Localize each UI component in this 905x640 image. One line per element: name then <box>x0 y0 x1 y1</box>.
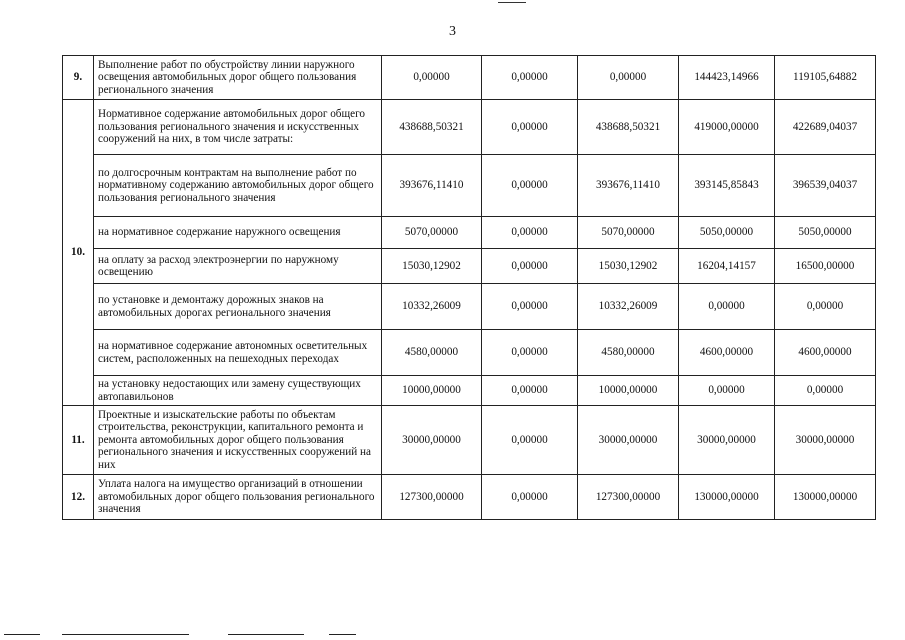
value-cell: 0,00000 <box>775 376 876 406</box>
value-cell: 422689,04037 <box>775 100 876 155</box>
row-description: Нормативное содержание автомобильных дорог общего пользования регионального значения и искусственных сооружений на них, в том числе затраты: <box>94 100 382 155</box>
table-row <box>63 376 876 406</box>
value-cell: 15030,12902 <box>382 249 482 284</box>
row-description: Уплата налога на имущество организаций в отношении автомобильных дорог общего пользования регионального значения <box>94 475 382 520</box>
value-cell: 127300,00000 <box>578 475 679 520</box>
row-number: 9. <box>63 56 94 100</box>
table-row <box>63 155 876 217</box>
table-row <box>63 56 876 100</box>
value-cell: 0,00000 <box>382 56 482 100</box>
table-row <box>63 284 876 330</box>
table-row <box>63 330 876 376</box>
value-cell: 130000,00000 <box>679 475 775 520</box>
value-cell: 0,00000 <box>482 100 578 155</box>
value-cell: 0,00000 <box>482 376 578 406</box>
row-description: по долгосрочным контрактам на выполнение работ по нормативному содержанию автомобильных дорог общего пользования регионального значения <box>94 155 382 217</box>
top-edge-mark <box>498 0 526 3</box>
value-cell: 30000,00000 <box>679 406 775 475</box>
table-row <box>63 100 876 155</box>
row-description: на нормативное содержание автономных осветительных систем, расположенных на пешеходных переходах <box>94 330 382 376</box>
value-cell: 4600,00000 <box>679 330 775 376</box>
footer-rule <box>4 634 40 635</box>
value-cell: 144423,14966 <box>679 56 775 100</box>
footer-rule <box>62 634 189 635</box>
value-cell: 4600,00000 <box>775 330 876 376</box>
row-number: 11. <box>63 406 94 475</box>
row-description: на оплату за расход электроэнергии по наружному освещению <box>94 249 382 284</box>
value-cell: 15030,12902 <box>578 249 679 284</box>
value-cell: 4580,00000 <box>382 330 482 376</box>
value-cell: 396539,04037 <box>775 155 876 217</box>
value-cell: 10332,26009 <box>382 284 482 330</box>
row-description: на нормативное содержание наружного освещения <box>94 217 382 249</box>
value-cell: 127300,00000 <box>382 475 482 520</box>
row-number: 12. <box>63 475 94 520</box>
value-cell: 30000,00000 <box>382 406 482 475</box>
value-cell: 10000,00000 <box>382 376 482 406</box>
value-cell: 438688,50321 <box>382 100 482 155</box>
value-cell: 0,00000 <box>775 284 876 330</box>
value-cell: 438688,50321 <box>578 100 679 155</box>
value-cell: 10000,00000 <box>578 376 679 406</box>
value-cell: 119105,64882 <box>775 56 876 100</box>
row-number-merged: 10. <box>63 100 94 406</box>
row-description: по установке и демонтажу дорожных знаков на автомобильных дорогах регионального значения <box>94 284 382 330</box>
table-row <box>63 475 876 520</box>
value-cell: 5070,00000 <box>382 217 482 249</box>
value-cell: 0,00000 <box>482 56 578 100</box>
row-description: на установку недостающих или замену существующих автопавильонов <box>94 376 382 406</box>
footer-rule <box>228 634 304 635</box>
footer-rule <box>329 634 356 635</box>
value-cell: 0,00000 <box>482 475 578 520</box>
value-cell: 0,00000 <box>679 376 775 406</box>
page-number: 3 <box>449 24 456 39</box>
value-cell: 393676,11410 <box>578 155 679 217</box>
table-row <box>63 217 876 249</box>
value-cell: 0,00000 <box>482 249 578 284</box>
table-row <box>63 406 876 475</box>
value-cell: 0,00000 <box>482 217 578 249</box>
table-row <box>63 249 876 284</box>
value-cell: 5050,00000 <box>775 217 876 249</box>
value-cell: 16204,14157 <box>679 249 775 284</box>
row-description: Проектные и изыскательские работы по объектам строительства, реконструкции, капитального ремонта и ремонта автомобильных дорог общего пользования регионального значения и искусственных сооружений на них <box>94 406 382 475</box>
budget-table <box>62 55 876 520</box>
value-cell: 5070,00000 <box>578 217 679 249</box>
value-cell: 4580,00000 <box>578 330 679 376</box>
value-cell: 0,00000 <box>679 284 775 330</box>
value-cell: 0,00000 <box>482 155 578 217</box>
value-cell: 0,00000 <box>482 330 578 376</box>
row-description: Выполнение работ по обустройству линии наружного освещения автомобильных дорог общего пользования регионального значения <box>94 56 382 100</box>
value-cell: 0,00000 <box>482 284 578 330</box>
value-cell: 393145,85843 <box>679 155 775 217</box>
value-cell: 30000,00000 <box>775 406 876 475</box>
value-cell: 419000,00000 <box>679 100 775 155</box>
value-cell: 5050,00000 <box>679 217 775 249</box>
value-cell: 393676,11410 <box>382 155 482 217</box>
value-cell: 0,00000 <box>578 56 679 100</box>
value-cell: 10332,26009 <box>578 284 679 330</box>
value-cell: 16500,00000 <box>775 249 876 284</box>
value-cell: 130000,00000 <box>775 475 876 520</box>
value-cell: 0,00000 <box>482 406 578 475</box>
value-cell: 30000,00000 <box>578 406 679 475</box>
